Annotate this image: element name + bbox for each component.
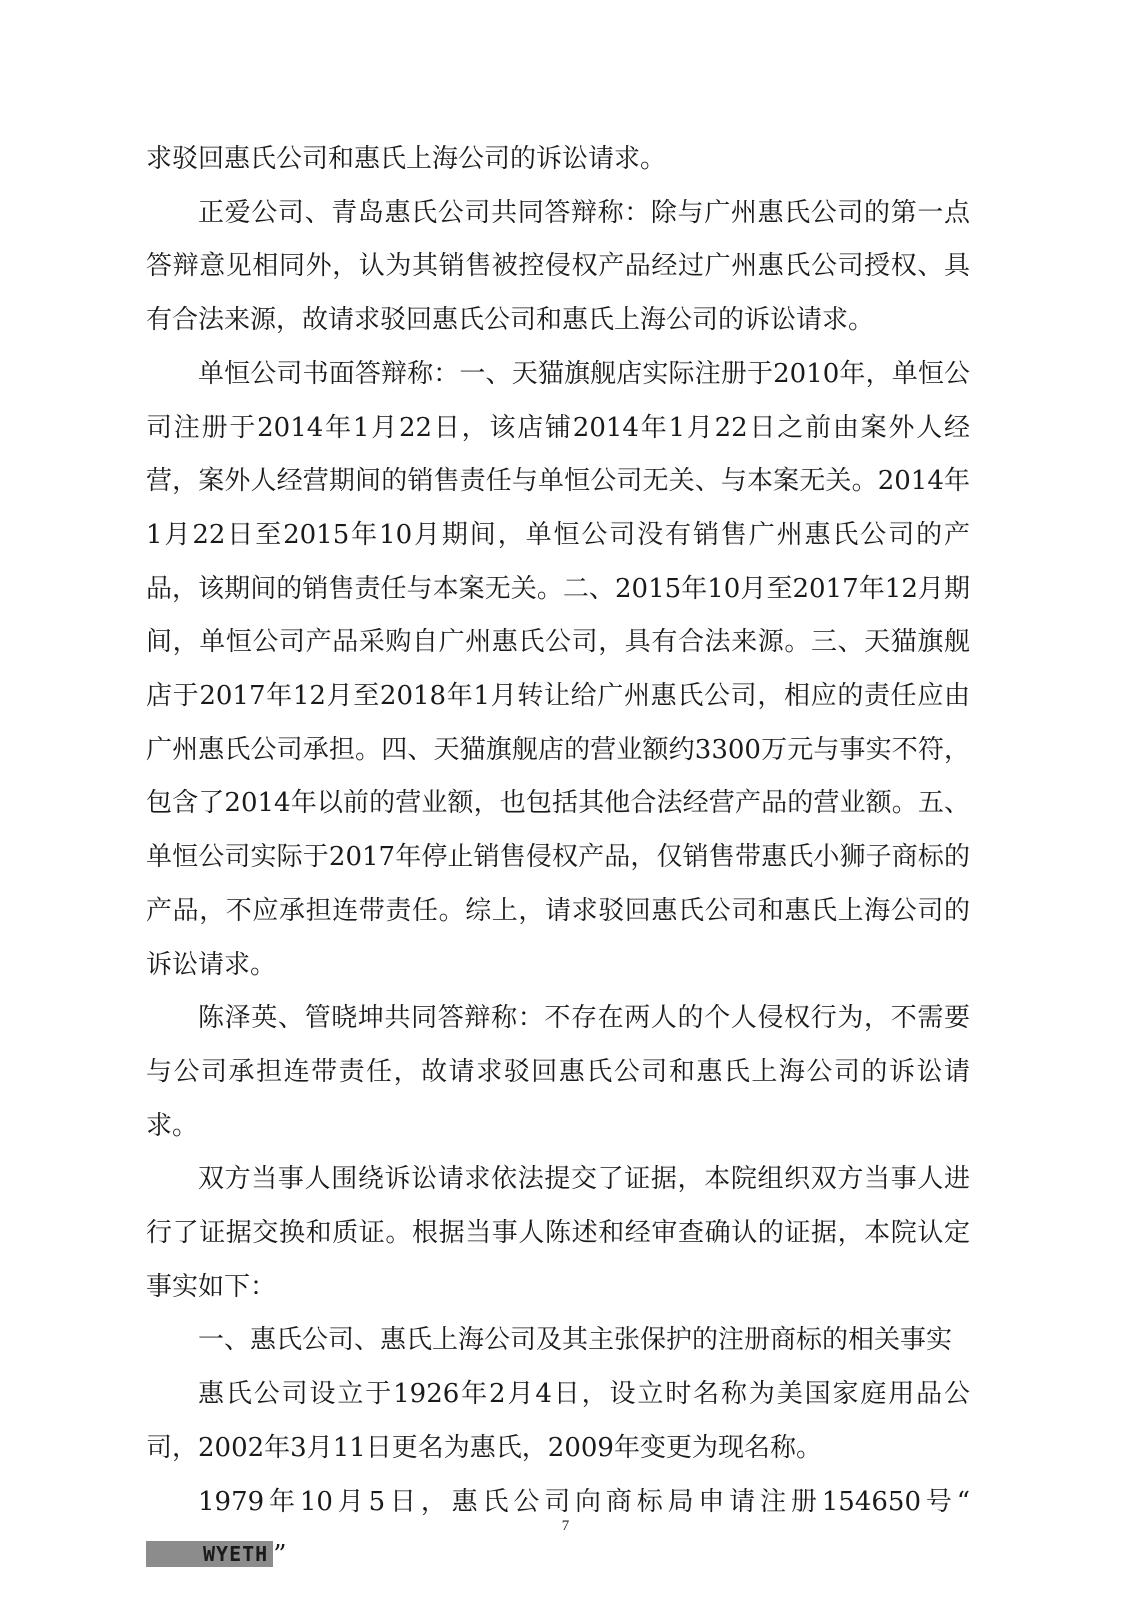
wyeth-trademark-image: WYETH: [146, 1541, 273, 1567]
paragraph-evidence-exchange: 双方当事人围绕诉讼请求依法提交了证据，本院组织双方当事人进行了证据交换和质证。根据当事人陈述和经审查确认的证据，本院认定事实如下：: [146, 1164, 970, 1302]
closing-quote: ”: [273, 1540, 287, 1571]
paragraph-continued: 求驳回惠氏公司和惠氏上海公司的诉讼请求。: [146, 144, 667, 174]
paragraph-danheng-defense: 单恒公司书面答辩称：一、天猫旗舰店实际注册于2010年，单恒公司注册于2014年1月22日，该店铺2014年1月22日之前由案外人经营，案外人经营期间的销售责任与单恒公司无关、与本案无关。2014年1月22日至2015年10月期间，单恒公司没有销售广州惠氏公司的产品，该期间的销售责任与本案无关。二、2015年10月至2017年12月期间，单恒公司产品采购自广州惠氏公司，具有合法来源。三、天猫旗舰店于2017年12月至2018年1月转让给广州惠氏公司，相应的责任应由广州惠氏公司承担。四、天猫旗舰店的营业额约3300万元与事实不符，包含了2014年以前的营业额，也包括其他合法经营产品的营业额。五、单恒公司实际于2017年停止销售侵权产品，仅销售带惠氏小狮子商标的产品，不应承担连带责任。综上，请求驳回惠氏公司和惠氏上海公司的诉讼请求。: [146, 358, 970, 980]
registration-text: 1979年10月5日，惠氏公司向商标局申请注册154650号“: [198, 1486, 970, 1517]
paragraph-chen-guan-defense: 陈泽英、管晓坤共同答辩称：不存在两人的个人侵权行为，不需要与公司承担连带责任，故请求驳回惠氏公司和惠氏上海公司的诉讼请求。: [146, 1003, 970, 1141]
section-heading-trademark-facts: 一、惠氏公司、惠氏上海公司及其主张保护的注册商标的相关事实: [198, 1325, 953, 1356]
document-body: [146, 133, 970, 1583]
paragraph-zhengai-defense: 正爱公司、青岛惠氏公司共同答辩称：除与广州惠氏公司的第一点答辩意见相同外，认为其销售被控侵权产品经过广州惠氏公司授权、具有合法来源，故请求驳回惠氏公司和惠氏上海公司的诉讼请求。: [146, 197, 970, 336]
paragraph-wyeth-company-history: 惠氏公司设立于1926年2月4日，设立时名称为美国家庭用品公司，2002年3月11日更名为惠氏，2009年变更为现名称。: [146, 1379, 970, 1463]
page-number: 7: [561, 1518, 570, 1534]
